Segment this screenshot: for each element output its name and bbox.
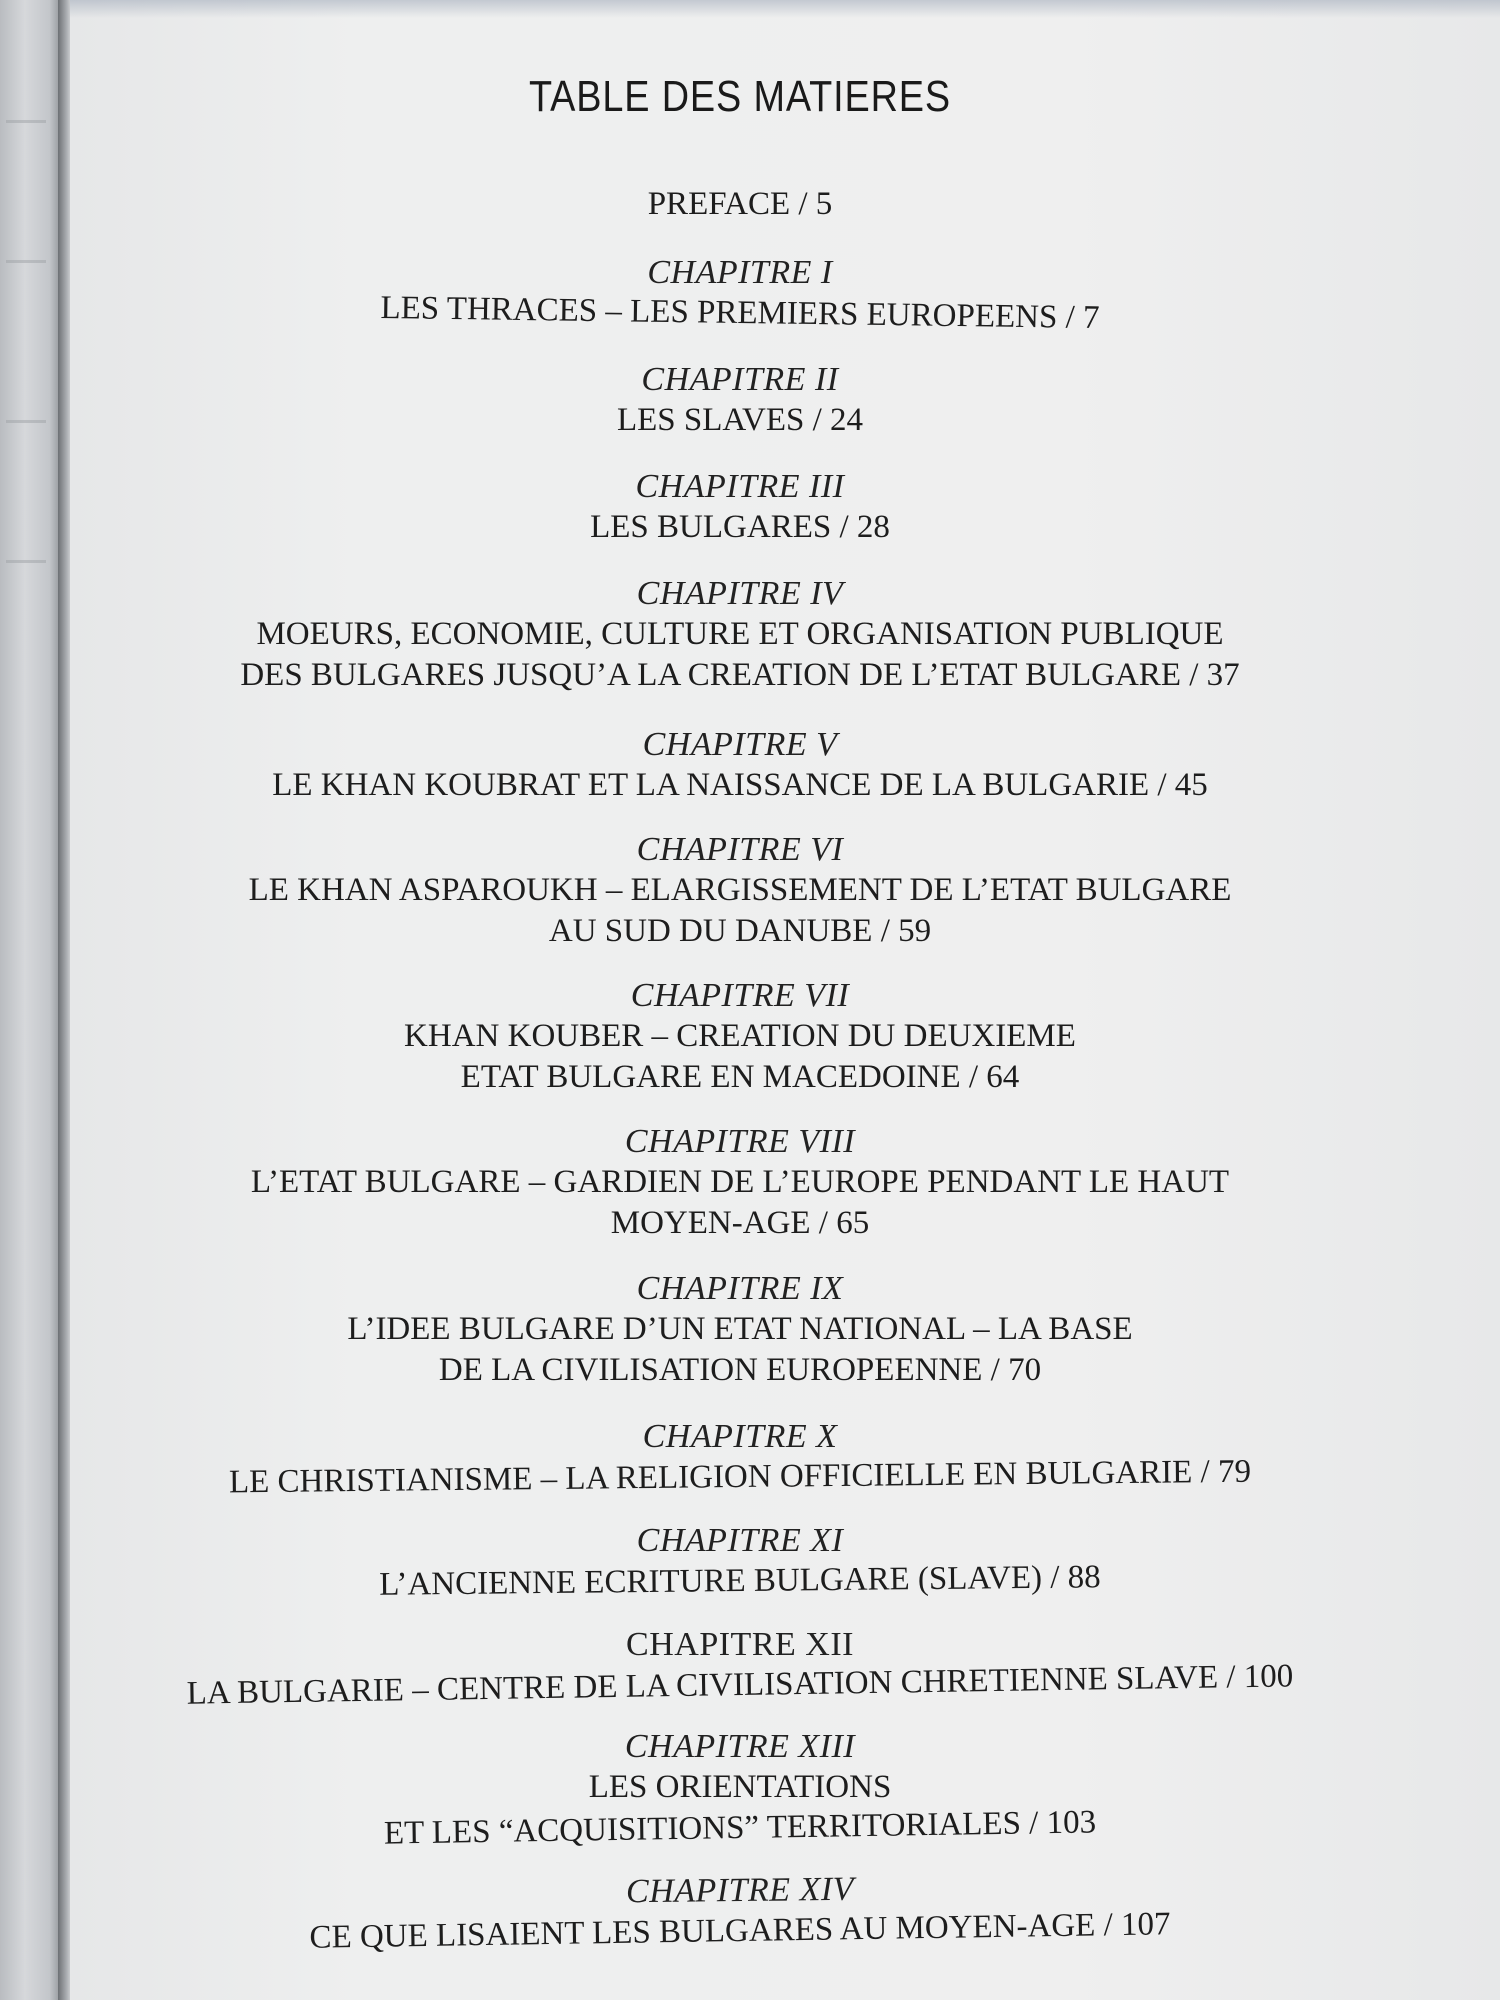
toc-entry-chapter-14 — [70, 1870, 1410, 1956]
facing-page-edge — [0, 0, 62, 2000]
chapter-heading: CHAPITRE VIII — [624, 1123, 856, 1160]
toc-entry-chapter-13 — [70, 1726, 1410, 1852]
chapter-title-line: DE LA CIVILISATION EUROPEENNE / 70 — [438, 1352, 1042, 1388]
toc-title: TABLE DES MATIERES — [528, 72, 951, 121]
chapter-heading: CHAPITRE XI — [636, 1522, 844, 1559]
facing-page-text-ghost — [6, 120, 46, 123]
chapter-title-line: LE CHRISTIANISME – LA RELIGION OFFICIELLE EN BULGARIE / 79 — [228, 1453, 1252, 1501]
facing-page-text-ghost — [6, 560, 46, 563]
chapter-title-line: L’ETAT BULGARE – GARDIEN DE L’EUROPE PENDANT LE HAUT — [250, 1164, 1230, 1200]
chapter-title-line: LE KHAN KOUBRAT ET LA NAISSANCE DE LA BULGARIE / 45 — [272, 767, 1208, 803]
toc-entry-chapter-4 — [70, 573, 1410, 696]
chapter-title-line: MOEURS, ECONOMIE, CULTURE ET ORGANISATION PUBLIQUE — [256, 616, 1224, 652]
toc-entry-chapter-7 — [70, 975, 1410, 1098]
chapter-heading: CHAPITRE I — [647, 254, 833, 291]
chapter-title-line: L’IDEE BULGARE D’UN ETAT NATIONAL – LA BASE — [347, 1311, 1133, 1347]
chapter-title-line: LES BULGARES / 28 — [590, 509, 890, 545]
toc-entry-chapter-6 — [70, 829, 1410, 952]
chapter-heading: CHAPITRE II — [641, 361, 839, 398]
toc-entry-chapter-10 — [70, 1416, 1410, 1501]
facing-page-text-ghost — [6, 260, 46, 263]
chapter-title-line: L’ANCIENNE ECRITURE BULGARE (SLAVE) / 88 — [379, 1559, 1101, 1603]
chapter-heading: CHAPITRE X — [642, 1418, 838, 1455]
chapter-heading: CHAPITRE VII — [630, 977, 850, 1014]
chapter-title-line: LES THRACES – LES PREMIERS EUROPEENS / 7 — [380, 289, 1100, 337]
chapter-title-line: CE QUE LISAIENT LES BULGARES AU MOYEN-AGE / 107 — [309, 1906, 1171, 1956]
chapter-title-line: DES BULGARES JUSQU’A LA CREATION DE L’ETAT BULGARE / 37 — [240, 657, 1240, 693]
book-page — [70, 0, 1500, 2000]
chapter-title-line: ET LES “ACQUISITIONS” TERRITORIALES / 103 — [383, 1804, 1097, 1852]
toc-entry-chapter-1 — [70, 252, 1410, 337]
preface-line: PREFACE / 5 — [647, 186, 833, 222]
chapter-title-line: LA BULGARIE – CENTRE DE LA CIVILISATION CHRETIENNE SLAVE / 100 — [186, 1658, 1294, 1712]
chapter-title-line: KHAN KOUBER – CREATION DU DEUXIEME — [404, 1018, 1076, 1054]
toc-entry-chapter-9 — [70, 1268, 1410, 1391]
page-top-shadow — [70, 0, 1500, 18]
chapter-heading: CHAPITRE IV — [636, 575, 844, 612]
chapter-title-line: LES ORIENTATIONS — [588, 1769, 892, 1805]
facing-page-text-ghost — [6, 420, 46, 423]
chapter-title-line: LES SLAVES / 24 — [616, 402, 864, 438]
toc-entry-chapter-8 — [70, 1121, 1410, 1244]
chapter-heading: CHAPITRE V — [642, 726, 838, 763]
chapter-title-line: ETAT BULGARE EN MACEDOINE / 64 — [460, 1059, 1020, 1095]
toc-entry-chapter-3 — [70, 466, 1410, 548]
toc-entry-preface — [70, 184, 1410, 225]
toc-entry-chapter-2 — [70, 359, 1410, 441]
chapter-title-line: MOYEN-AGE / 65 — [610, 1205, 870, 1241]
chapter-heading: CHAPITRE III — [635, 468, 845, 505]
toc-entry-chapter-5 — [70, 724, 1410, 806]
toc-entry-chapter-11 — [70, 1520, 1410, 1602]
chapter-heading: CHAPITRE XII — [626, 1626, 854, 1663]
chapter-heading: CHAPITRE XIII — [624, 1728, 856, 1765]
toc-entry-chapter-12 — [70, 1624, 1410, 1712]
chapter-heading: CHAPITRE IX — [636, 1270, 844, 1307]
chapter-heading: CHAPITRE VI — [636, 831, 844, 868]
chapter-title-line: AU SUD DU DANUBE / 59 — [548, 913, 932, 949]
chapter-heading: CHAPITRE XIV — [625, 1870, 855, 1911]
chapter-title-line: LE KHAN ASPAROUKH – ELARGISSEMENT DE L’ETAT BULGARE — [248, 872, 1232, 908]
